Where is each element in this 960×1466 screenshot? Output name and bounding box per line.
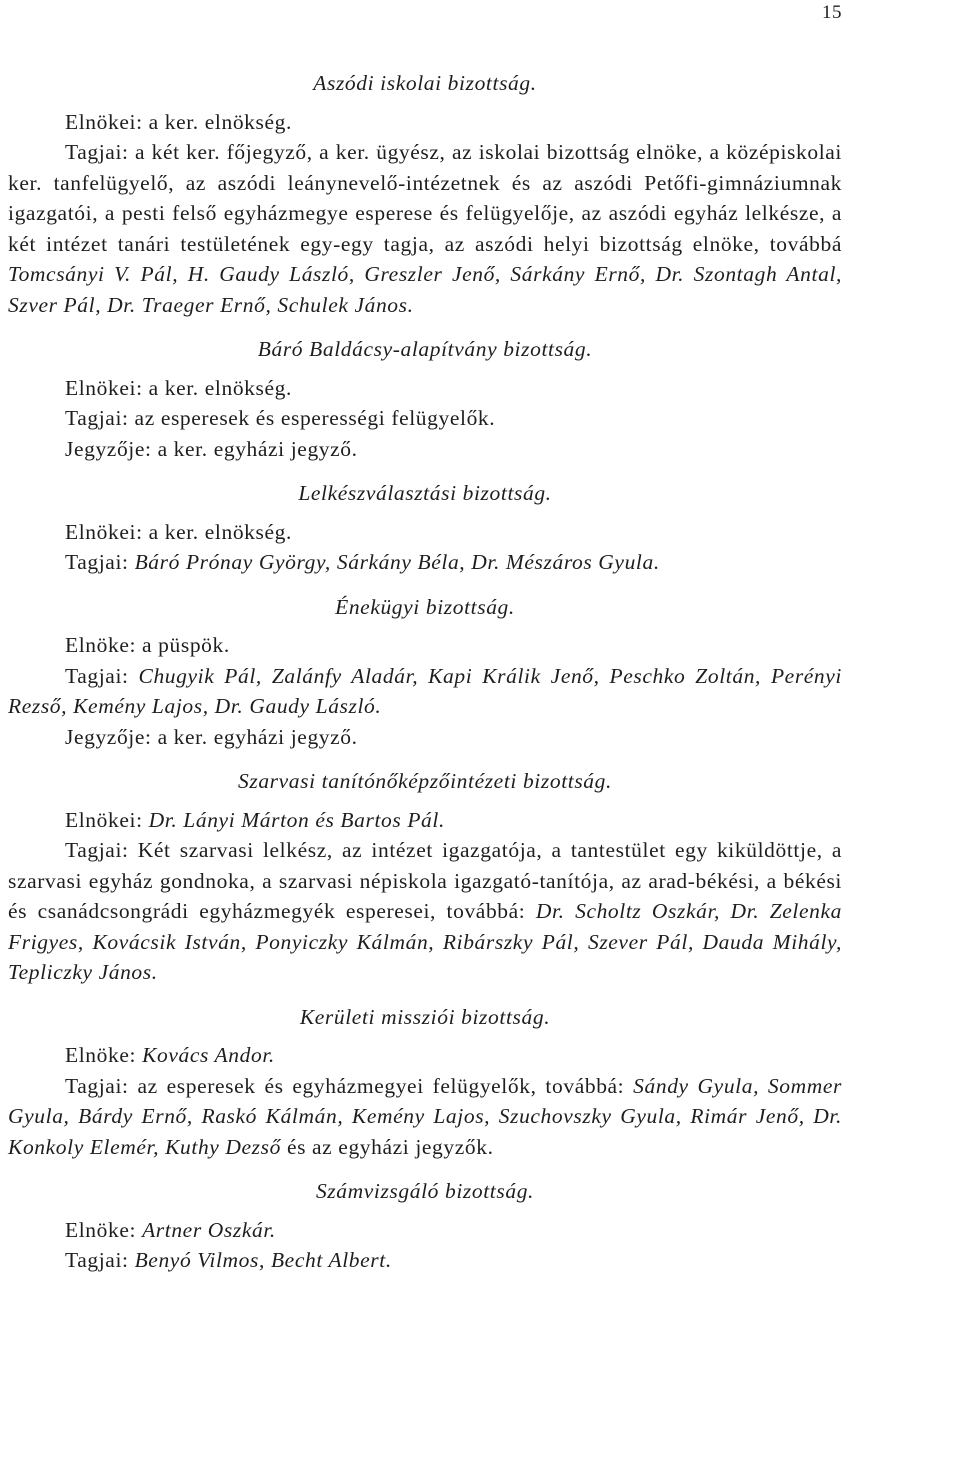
chair-szarvasi-label: Elnökei: <box>65 807 143 832</box>
section-title-misszioi: Kerületi missziói bizottság. <box>299 1004 551 1029</box>
chair-lelkeszvalasztasi: Elnökei: a ker. elnökség. <box>65 519 292 544</box>
secretary-enekugyi: Jegyzője: a ker. egyházi jegyző. <box>65 724 358 749</box>
section-title-aszodi: Aszódi iskolai bizottság. <box>313 71 537 95</box>
secretary-baldacsy: Jegyzője: a ker. egyházi jegyző. <box>65 436 358 461</box>
chair-szarvasi <box>8 805 842 836</box>
members-misszioi-tail: és az egyházi jegyzők. <box>286 1134 494 1159</box>
members-aszodi-names: Tomcsányi V. Pál, H. Gaudy László, Greszler Jenő, Sárkány Ernő, Dr. Szontagh Antal, Szver Pál, Dr. Traeger Ernő, Schulek János. <box>8 262 842 317</box>
members-szamvizsgalo <box>8 1245 842 1276</box>
members-lelkeszvalasztasi <box>8 547 842 578</box>
chair-szamvizsgalo-names: Artner Oszkár. <box>142 1217 276 1242</box>
chair-szamvizsgalo <box>8 1215 842 1246</box>
members-aszodi <box>8 137 842 320</box>
chair-enekugyi: Elnöke: a püspök. <box>65 633 230 657</box>
document-body <box>8 68 842 1276</box>
members-baldacsy: Tagjai: az esperesek és esperességi felügyelők. <box>65 406 496 430</box>
members-szarvasi-names: Dr. Scholtz Oszkár, Dr. Zelenka Frigyes, Kovácsik István, Ponyiczky Kálmán, Ribárszky Pál, Szever Pál, Dauda Mihály, Tepliczky János. <box>8 899 842 984</box>
members-aszodi-text: Tagjai: a két ker. főjegyző, a ker. ügyész, az iskolai bizottság elnöke, a középiskolai ker. tanfelügyelő, az aszódi leánynevelő-intézetnek és az aszódi Petőfi-gimnáziumnak igazgatói, a pesti felső egyházmegye esperese és felügyelője, az aszódi egyház lelkésze, a két intézet tanári testületének egy-egy tagja, az aszódi helyi bizottság elnöke, továbbá <box>8 140 842 256</box>
members-lelkeszvalasztasi-label: Tagjai: <box>65 550 129 574</box>
members-misszioi-names: Sándy Gyula, Sommer Gyula, Bárdy Ernő, Raskó Kálmán, Kemény Lajos, Szuchovszky Gyula, Rimár Jenő, Dr. Konkoly Elemér, Kuthy Dezső <box>8 1073 842 1159</box>
section-title-szamvizsgalo: Számvizsgáló bizottság. <box>315 1179 535 1203</box>
members-szamvizsgalo-names: Benyó Vilmos, Becht Albert. <box>134 1248 392 1272</box>
chair-misszioi <box>8 1040 842 1071</box>
section-title-lelkeszvalasztasi: Lelkészválasztási bizottság. <box>298 481 552 505</box>
page-number: 15 <box>822 2 842 23</box>
members-misszioi <box>8 1071 842 1163</box>
members-misszioi-text: Tagjai: az esperesek és egyházmegyei felügyelők, továbbá: <box>65 1073 625 1098</box>
chair-szamvizsgalo-label: Elnöke: <box>65 1217 137 1242</box>
section-title-szarvasi: Szarvasi tanítónőképzőintézeti bizottság. <box>238 769 612 793</box>
members-enekugyi-names: Chugyik Pál, Zalánfy Aladár, Kapi Králik Jenő, Peschko Zoltán, Perényi Rezső, Kemény Lajos, Dr. Gaudy László. <box>8 663 842 718</box>
members-lelkeszvalasztasi-names: Báró Prónay György, Sárkány Béla, Dr. Mészáros Gyula. <box>134 550 660 574</box>
section-title-baldacsy: Báró Baldácsy-alapítvány bizottság. <box>257 337 593 361</box>
members-enekugyi-label: Tagjai: <box>65 663 129 688</box>
members-szarvasi <box>8 835 842 988</box>
chair-misszioi-names: Kovács Andor. <box>142 1043 275 1067</box>
chair-baldacsy: Elnökei: a ker. elnökség. <box>65 375 292 400</box>
chair-misszioi-label: Elnöke: <box>65 1043 137 1067</box>
section-title-enekugyi: Énekügyi bizottság. <box>335 594 515 619</box>
members-szamvizsgalo-label: Tagjai: <box>65 1248 129 1272</box>
chair-aszodi: Elnökei: a ker. elnökség. <box>65 109 292 134</box>
members-szarvasi-text: Tagjai: Két szarvasi lelkész, az intézet igazgatója, a tantestület egy kiküldöttje, a szarvasi egyház gondnoka, a szarvasi népiskola igazgató-tanítója, az arad-békési, a békési és csanádcsongrádi egyházmegyék esperesei, továbbá: <box>8 838 842 923</box>
members-enekugyi <box>8 661 842 722</box>
chair-szarvasi-names: Dr. Lányi Márton és Bartos Pál. <box>148 807 445 832</box>
